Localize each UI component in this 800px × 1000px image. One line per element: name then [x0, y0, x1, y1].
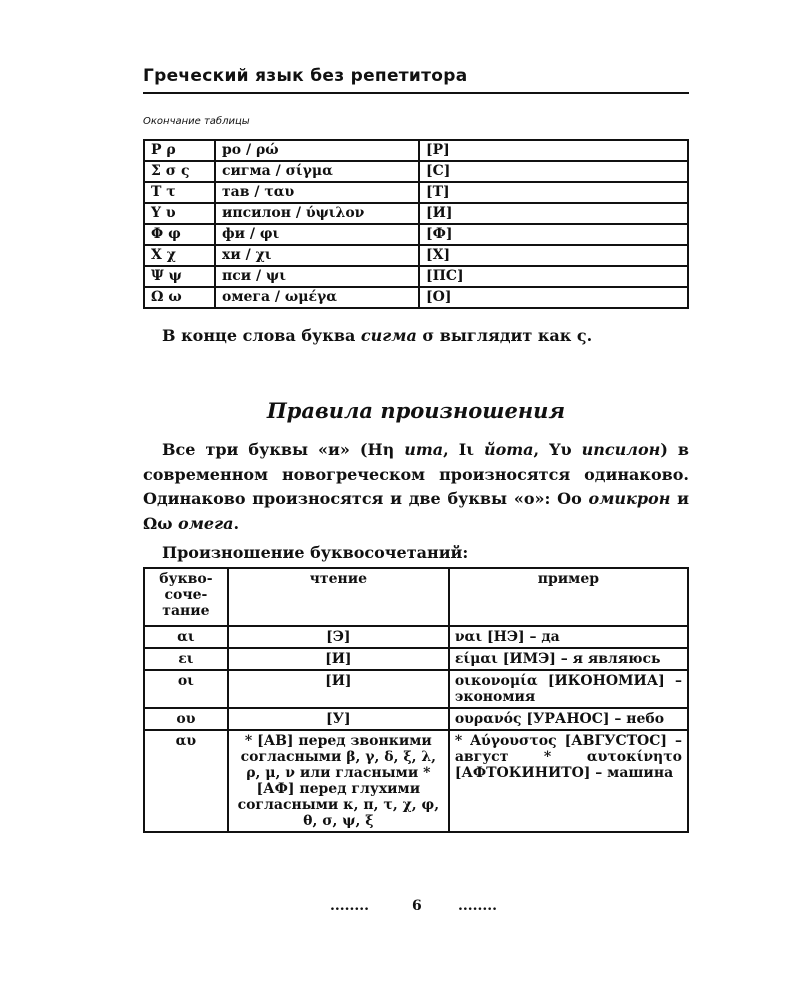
table-row: [144, 203, 688, 224]
name-cell: ро / ρώ: [215, 140, 419, 161]
reading-cell: [И]: [228, 670, 449, 708]
table-row: [144, 730, 688, 832]
reading-cell: [У]: [228, 708, 449, 730]
combinations-title: Произношение буквосочетаний:: [162, 543, 469, 562]
letter-cell: Χ χ: [144, 245, 215, 266]
letter-cell: Ω ω: [144, 287, 215, 308]
table-row: [144, 161, 688, 182]
name-cell: пси / ψι: [215, 266, 419, 287]
name-cell: сигма / σίγμα: [215, 161, 419, 182]
header-rule: [143, 92, 689, 94]
sound-cell: [Р]: [419, 140, 688, 161]
sound-cell: [О]: [419, 287, 688, 308]
example-cell: ναι [НЭ] – да: [449, 626, 688, 648]
combination-cell: αυ: [144, 730, 228, 832]
pronunciation-paragraph: Все три буквы «и» (Ηη ита, Ιι йота, Υυ ипсилон) в современном новогреческом произносятся одинаково. Одинаково произносятся и две буквы «о»: Οο омикрон и Ωω омега.: [143, 440, 690, 533]
letter-cell: Τ τ: [144, 182, 215, 203]
letter-cell: Σ σ ς: [144, 161, 215, 182]
name-cell: тав / ταυ: [215, 182, 419, 203]
name-cell: омега / ωμέγα: [215, 287, 419, 308]
sigma-note: В конце слова буква сигма σ выглядит как ς.: [162, 326, 593, 345]
example-cell: είμαι [ИМЭ] – я являюсь: [449, 648, 688, 670]
footer-dots-right: ........: [458, 898, 497, 914]
letter-cell: Υ υ: [144, 203, 215, 224]
sound-cell: [И]: [419, 203, 688, 224]
reading-cell: * [АВ] перед звонкими согласными β, γ, δ, ξ, λ, ρ, μ, ν или гласными * [АФ] перед глухими согласными κ, π, τ, χ, φ, θ, σ, ψ, ξ: [228, 730, 449, 832]
example-cell: οικονομία [ИКОНОМИА] – экономия: [449, 670, 688, 708]
alphabet-table: [143, 139, 689, 309]
sound-cell: [ПС]: [419, 266, 688, 287]
section-title: Правила произношения: [266, 398, 566, 423]
combination-cell: ου: [144, 708, 228, 730]
table-row: [144, 224, 688, 245]
reading-cell: [И]: [228, 648, 449, 670]
example-cell: ουρανός [УРАНОС] – небо: [449, 708, 688, 730]
table-row: [144, 266, 688, 287]
letter-cell: Φ φ: [144, 224, 215, 245]
sound-cell: [Ф]: [419, 224, 688, 245]
table-row: [144, 708, 688, 730]
combination-cell: ει: [144, 648, 228, 670]
letter-cell: Ρ ρ: [144, 140, 215, 161]
name-cell: хи / χι: [215, 245, 419, 266]
name-cell: фи / φι: [215, 224, 419, 245]
reading-cell: [Э]: [228, 626, 449, 648]
table-row: [144, 287, 688, 308]
header-combination: букво-соче-тание: [144, 568, 228, 626]
table-row: [144, 670, 688, 708]
example-cell: * Αύγουστος [АВГУСТОС] – август * αυτοκίνητο [АФТОКИНИТО] – машина: [449, 730, 688, 832]
letter-cell: Ψ ψ: [144, 266, 215, 287]
table-row: [144, 182, 688, 203]
sound-cell: [Х]: [419, 245, 688, 266]
page-number: 6: [412, 898, 422, 914]
table-row: [144, 626, 688, 648]
footer-dots-left: ........: [330, 898, 369, 914]
table-caption: Окончание таблицы: [143, 116, 250, 127]
table-row: [144, 648, 688, 670]
table-row: [144, 245, 688, 266]
table-row: [144, 140, 688, 161]
sound-cell: [С]: [419, 161, 688, 182]
name-cell: ипсилон / ύψιλον: [215, 203, 419, 224]
header-reading: чтение: [228, 568, 449, 626]
running-header: Греческий язык без репетитора: [143, 66, 468, 86]
combinations-table: [143, 567, 689, 833]
combination-cell: οι: [144, 670, 228, 708]
combination-cell: αι: [144, 626, 228, 648]
sound-cell: [Т]: [419, 182, 688, 203]
header-example: пример: [449, 568, 688, 626]
